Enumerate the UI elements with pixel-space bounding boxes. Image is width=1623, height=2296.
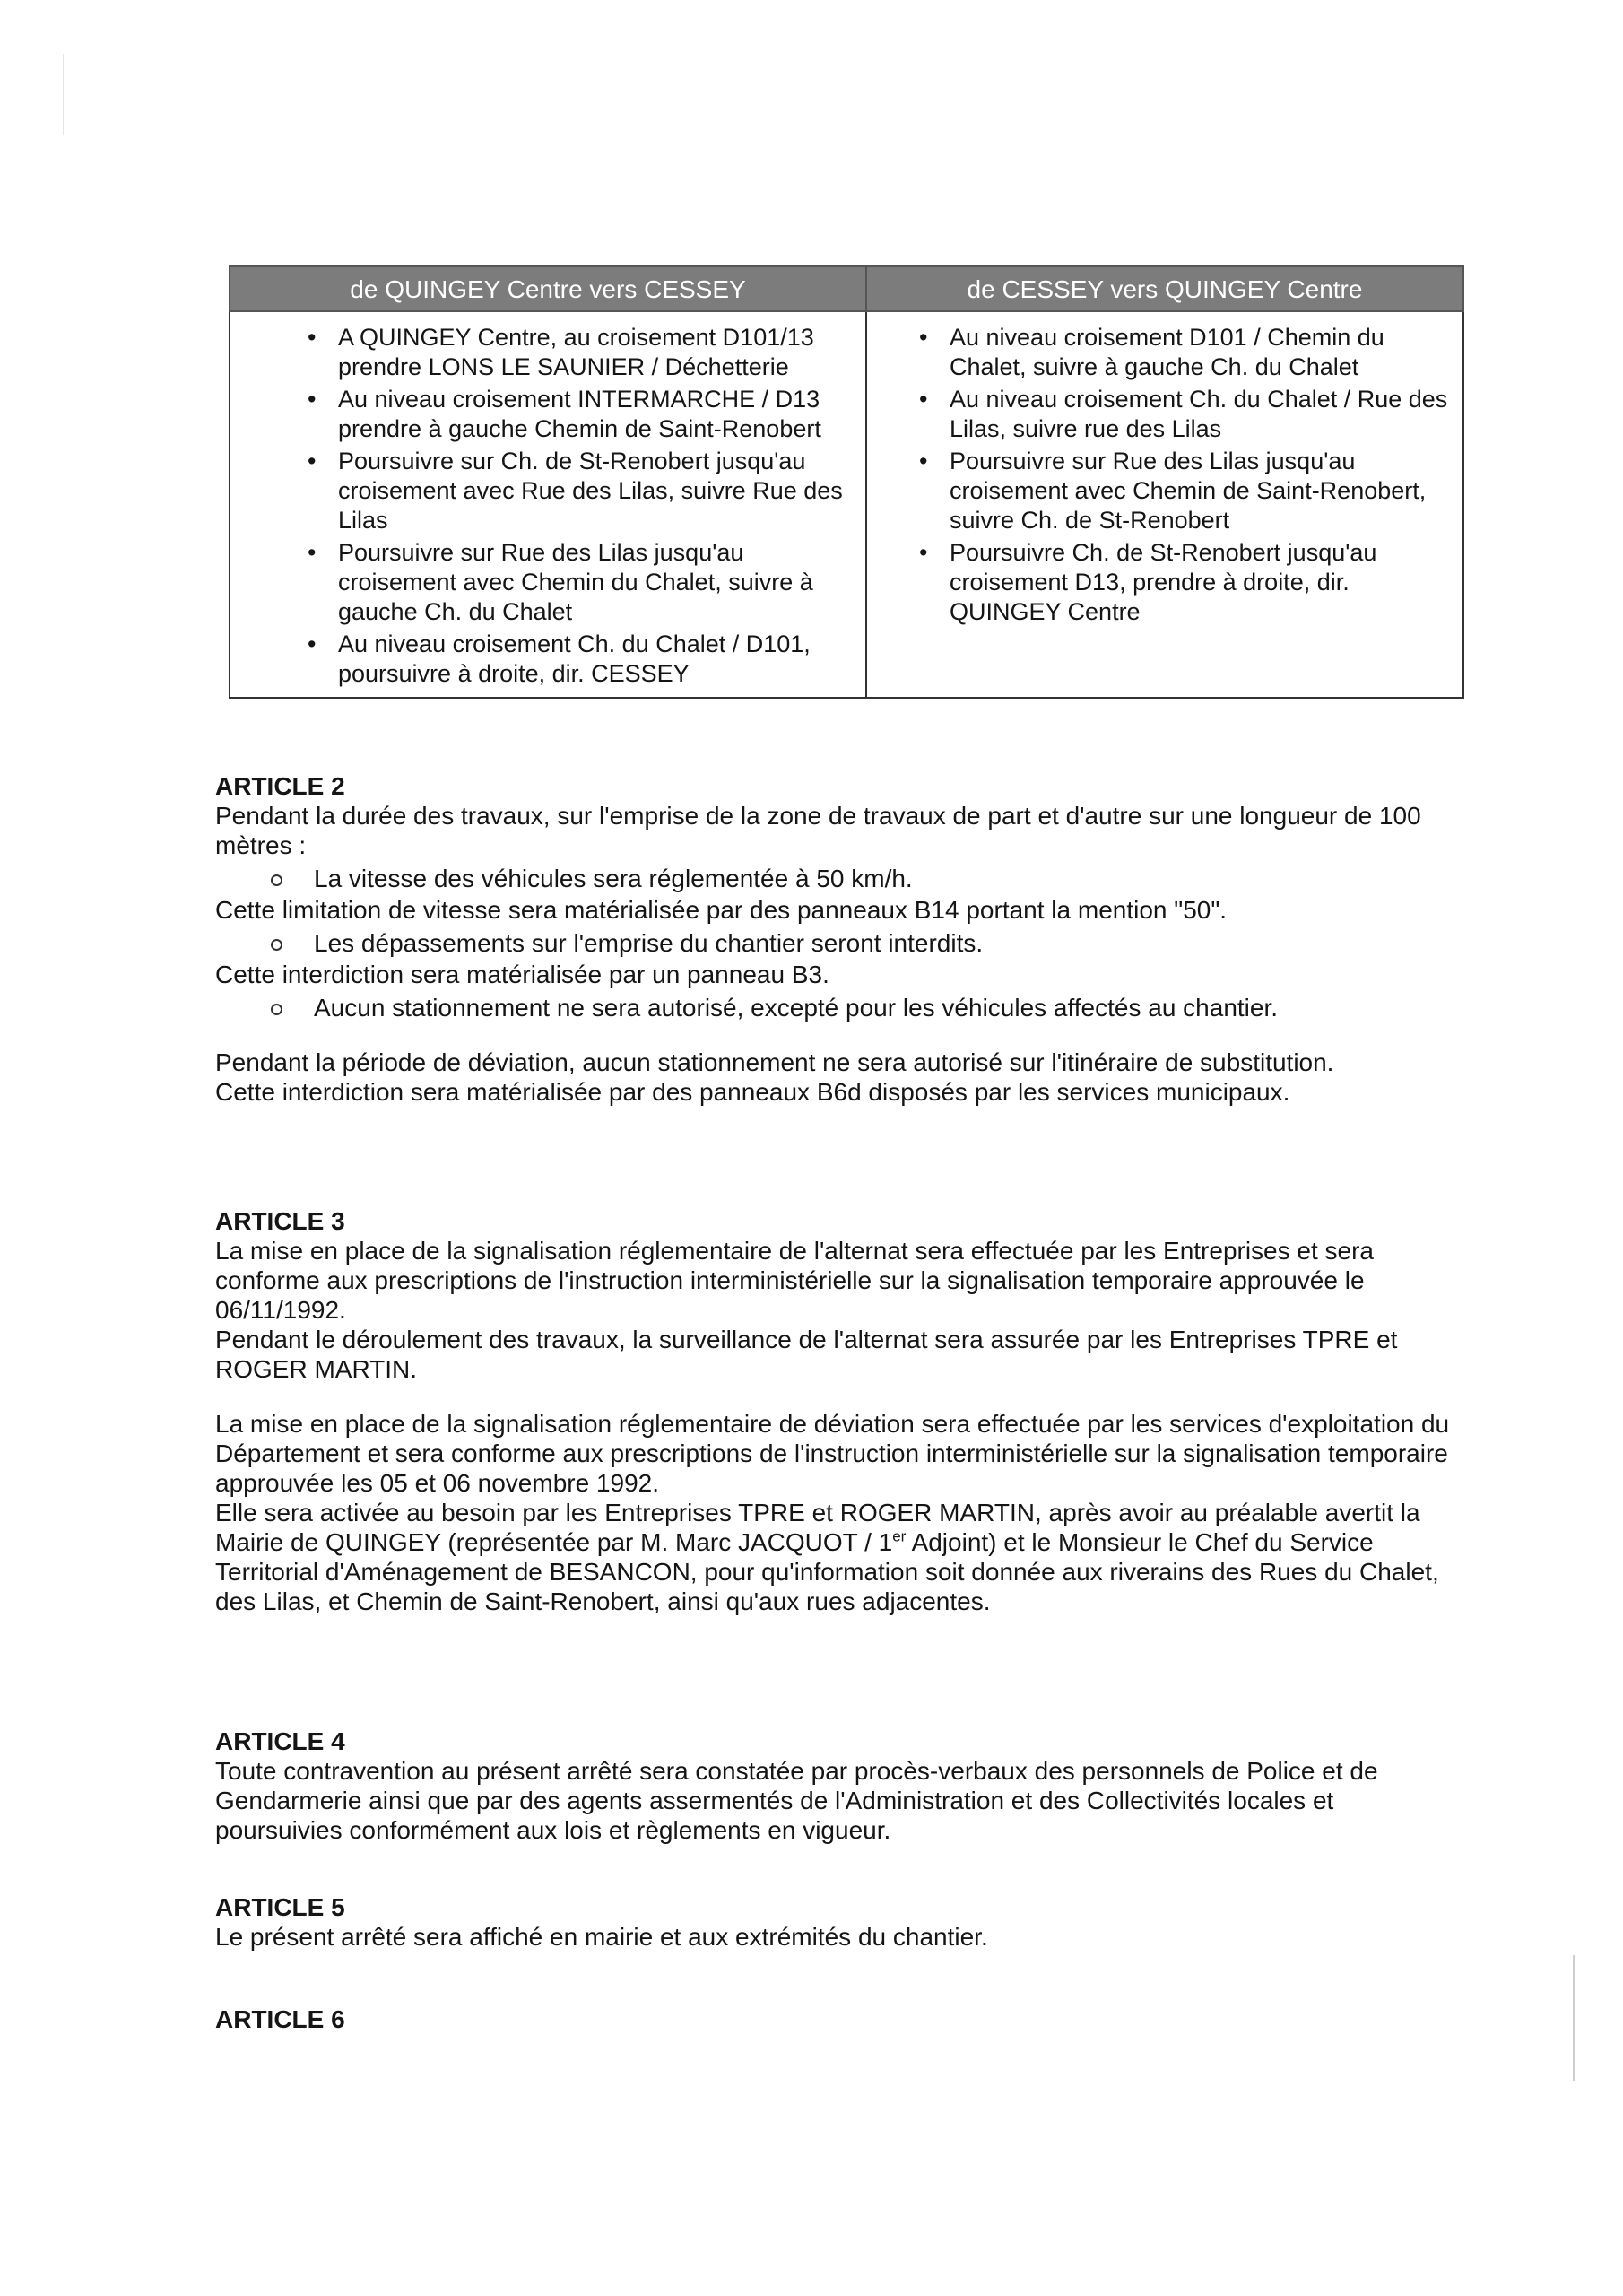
scan-artifact	[1573, 1955, 1575, 2081]
article-paragraph: Toute contravention au présent arrêté sera constatée par procès-verbaux des personnels de Police et de Gendarmerie ainsi que par des agents assermentés de l'Administration et des Collectivités locales et poursuivies conformément aux lois et règlements en vigueur.	[215, 1757, 1378, 1844]
route-steps-quingey-cessey	[230, 311, 866, 698]
route-step: • Au niveau croisement Ch. du Chalet / Rue des Lilas, suivre rue des Lilas	[880, 385, 1450, 444]
route-header-quingey-cessey: de QUINGEY Centre vers CESSEY	[230, 266, 866, 311]
article-paragraph: Le présent arrêté sera affiché en mairie et aux extrémités du chantier.	[215, 1923, 988, 1951]
article-paragraph: Cette interdiction sera matérialisée par des panneaux B6d disposés par les services municipaux.	[215, 1078, 1290, 1106]
ordinal-superscript: er	[892, 1527, 907, 1545]
article-paragraph: Cette limitation de vitesse sera matérialisée par des panneaux B14 portant la mention "50".	[215, 896, 1228, 924]
article-title: ARTICLE 4	[215, 1727, 345, 1755]
route-list	[880, 323, 1450, 627]
article-title: ARTICLE 5	[215, 1893, 345, 1921]
article-6	[215, 2005, 1466, 2034]
bullet-item: Les dépassements sur l'emprise du chantier seront interdits.	[215, 928, 1466, 958]
bullet-list	[215, 993, 1466, 1022]
route-steps-cessey-quingey	[866, 311, 1463, 698]
route-step: • Poursuivre sur Rue des Lilas jusqu'au croisement avec Chemin du Chalet, suivre à gauche Ch. du Chalet	[243, 538, 853, 627]
bullet-list	[215, 928, 1466, 958]
route-step: • Poursuivre Ch. de St-Renobert jusqu'au croisement D13, prendre à droite, dir. QUINGEY Centre	[880, 538, 1450, 627]
route-step: • Au niveau croisement INTERMARCHE / D13 prendre à gauche Chemin de Saint-Renobert	[243, 385, 853, 444]
article-paragraph	[215, 1498, 1466, 1616]
article-title: ARTICLE 2	[215, 772, 345, 800]
article-3	[215, 1206, 1466, 1616]
bullet-item: Aucun stationnement ne sera autorisé, excepté pour les véhicules affectés au chantier.	[215, 993, 1466, 1022]
route-list	[243, 323, 853, 689]
bullet-item: La vitesse des véhicules sera réglementée à 50 km/h.	[215, 864, 1466, 893]
article-title: ARTICLE 3	[215, 1207, 345, 1235]
route-step: • A QUINGEY Centre, au croisement D101/13 prendre LONS LE SAUNIER / Déchetterie	[243, 323, 853, 382]
route-step: • Poursuivre sur Ch. de St-Renobert jusqu'au croisement avec Rue des Lilas, suivre Rue des Lilas	[243, 447, 853, 535]
article-4	[215, 1726, 1466, 1845]
article-paragraph: La mise en place de la signalisation réglementaire de l'alternat sera effectuée par les Entreprises et sera conforme aux prescriptions de l'instruction interministérielle sur la signalisation temporaire approuvée le 06/11/1992.	[215, 1237, 1375, 1324]
article-paragraph: Cette interdiction sera matérialisée par un panneau B3.	[215, 961, 829, 988]
scan-artifact	[63, 54, 64, 135]
article-paragraph: Pendant la durée des travaux, sur l'emprise de la zone de travaux de part et d'autre sur une longueur de 100 mètres :	[215, 802, 1421, 859]
article-text: Adjoint) et le Monsieur le Chef du Service Territorial d'Aménagement de BESANCON, pour qu'information soit donnée aux riverains des Rues du Chalet, des Lilas, et Chemin de Saint-Renobert, ainsi qu'aux rues adjacentes.	[215, 1528, 1439, 1615]
route-step: • Au niveau croisement D101 / Chemin du Chalet, suivre à gauche Ch. du Chalet	[880, 323, 1450, 382]
article-5	[215, 1892, 1466, 1952]
route-step: • Poursuivre sur Rue des Lilas jusqu'au croisement avec Chemin de Saint-Renobert, suivre Ch. de St-Renobert	[880, 447, 1450, 535]
article-paragraph: Pendant le déroulement des travaux, la surveillance de l'alternat sera assurée par les Entreprises TPRE et ROGER MARTIN.	[215, 1326, 1398, 1383]
route-table-body-row	[230, 311, 1463, 698]
bullet-list	[215, 864, 1466, 893]
article-paragraph: La mise en place de la signalisation réglementaire de déviation sera effectuée par les services d'exploitation du Département et sera conforme aux prescriptions de l'instruction interministérielle sur la signalisation temporaire approuvée les 05 et 06 novembre 1992.	[215, 1410, 1450, 1497]
route-header-cessey-quingey: de CESSEY vers QUINGEY Centre	[866, 266, 1463, 311]
article-text: Elle sera activée au besoin par les Entreprises TPRE et ROGER MARTIN, après avoir au préalable avertit la Mairie de QUINGEY (représentée par M. Marc JACQUOT / 1	[215, 1499, 1420, 1556]
article-paragraph: Pendant la période de déviation, aucun stationnement ne sera autorisé sur l'itinéraire de substitution.	[215, 1048, 1334, 1076]
route-step: • Au niveau croisement Ch. du Chalet / D101, poursuivre à droite, dir. CESSEY	[243, 630, 853, 689]
route-table	[229, 265, 1464, 699]
article-2	[215, 771, 1466, 1107]
route-table-header-row	[230, 266, 1463, 311]
article-title: ARTICLE 6	[215, 2005, 345, 2033]
